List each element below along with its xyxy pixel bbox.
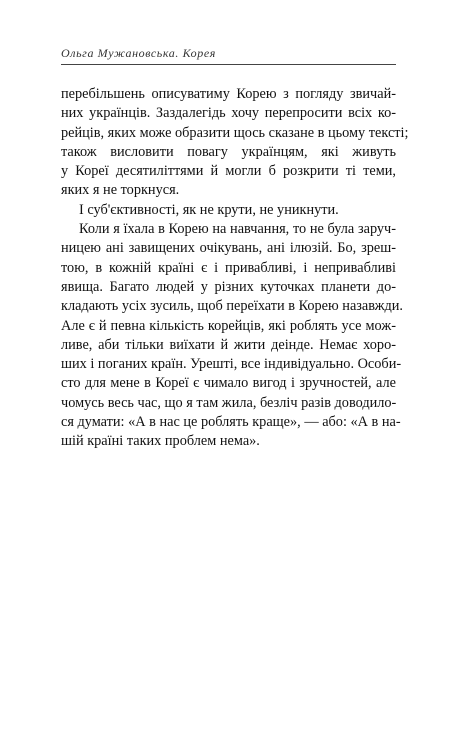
text-line: явища. Багато людей у різних куточках планети до- bbox=[61, 278, 396, 295]
text-line: яких я не торкнуся. bbox=[61, 182, 180, 199]
text-line: Коли я їхала в Корею на навчання, то не була заруч- bbox=[79, 221, 396, 238]
text-line: ся думати: «А в нас це роблять краще», — або: «А в на- bbox=[61, 414, 401, 431]
text-line: сто для мене в Кореї є чимало вигод і зручностей, але bbox=[61, 375, 396, 392]
text-line: шій країні таких проблем нема». bbox=[61, 433, 260, 450]
text-line: ливе, аби тільки виїхати й жити деінде. Немає хоро- bbox=[61, 336, 396, 353]
text-line: тою, в кожній країні є і привабливі, і непривабливі bbox=[61, 259, 396, 276]
text-line: ших і поганих країн. Урешті, все індивідуально. Особи- bbox=[61, 356, 402, 373]
text-line: перебільшень описуватиму Корею з погляду звичай- bbox=[61, 86, 396, 102]
header-rule bbox=[61, 64, 396, 65]
running-header: Ольга Мужановська. Корея bbox=[61, 46, 216, 60]
text-line: у Кореї десятиліттями й могли б розкрити ті теми, bbox=[61, 163, 396, 180]
text-line: рейців, яких може образити щось сказане в цьому тексті; bbox=[61, 124, 409, 141]
text-line: них українців. Заздалегідь хочу перепросити всіх ко- bbox=[61, 105, 396, 122]
text-line: Але є й певна кількість корейців, які роблять усе мож- bbox=[61, 317, 396, 334]
text-line: кладають усіх зусиль, щоб переїхати в Корею назавжди. bbox=[61, 298, 403, 315]
body-text bbox=[61, 85, 409, 452]
text-line: І суб'єктивності, як не крути, не уникнути. bbox=[79, 201, 339, 218]
text-line: також висловити повагу українцям, які живуть bbox=[61, 143, 396, 160]
text-line: чомусь весь час, що я там жила, безліч разів доводило- bbox=[61, 394, 397, 411]
text-line: ницею ані завищених очікувань, ані ілюзій. Бо, зреш- bbox=[61, 240, 396, 257]
